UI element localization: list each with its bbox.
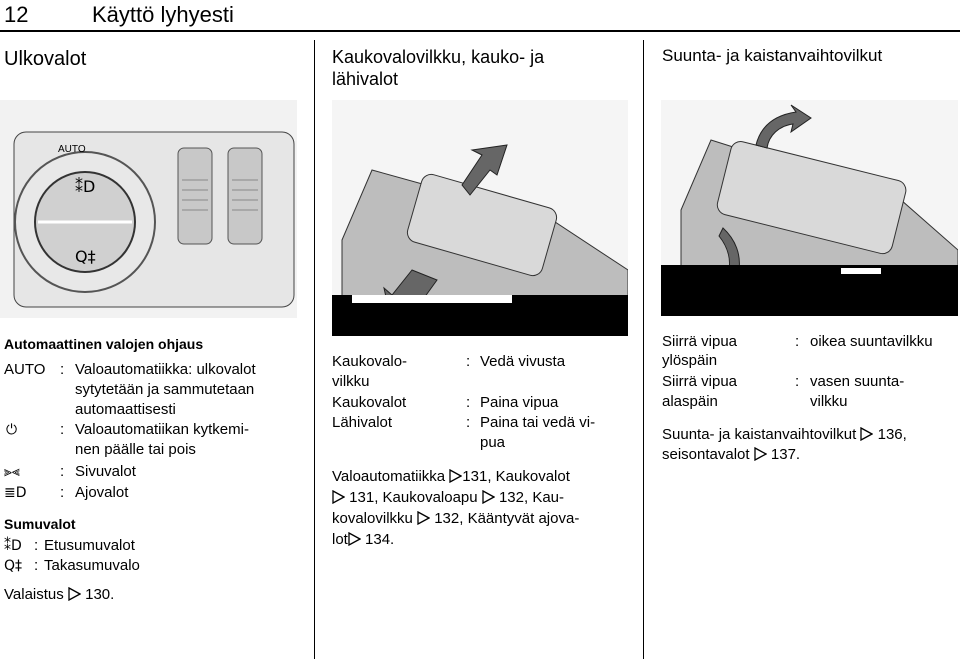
move-up-key-2: ylöspäin xyxy=(662,352,718,369)
highbeam-key: Kaukovalot xyxy=(332,394,407,411)
section-title-highbeam: Kaukovalovilkku, kauko- ja lähivalot xyxy=(332,47,545,89)
move-down-key: Siirrä vipua xyxy=(662,373,738,390)
chapter-title: Käyttö lyhyesti xyxy=(92,2,234,27)
ref-text: Valaistus xyxy=(4,586,64,603)
separator: : xyxy=(34,537,39,554)
page-ref-arrow-icon xyxy=(860,427,873,441)
section-title-turn-signals: Suunta- ja kaistanvaihtovilkut xyxy=(662,46,883,65)
page-ref-arrow-icon xyxy=(348,531,361,545)
svg-text:Q‡: Q‡ xyxy=(75,247,96,266)
side-lights-text: Sivuvalot xyxy=(75,463,136,480)
move-up-key: Siirrä vipua xyxy=(662,333,738,350)
separator: : xyxy=(60,421,65,438)
power-icon: ⏻ xyxy=(6,422,18,438)
front-fog-icon: ⁑D xyxy=(4,538,22,554)
flash-text: Vedä vivusta xyxy=(480,353,566,370)
move-down-key-2: alaspäin xyxy=(662,393,718,410)
front-fog-text: Etusumuvalot xyxy=(44,537,135,554)
turn-lever-illustration xyxy=(661,100,958,316)
fog-heading: Sumuvalot xyxy=(4,516,76,532)
rear-fog-icon: Q‡ xyxy=(4,558,23,574)
rear-fog-text: Takasumuvalo xyxy=(44,557,140,574)
turn-signal-lever-figure xyxy=(661,100,958,316)
lighting-ref xyxy=(4,585,114,605)
separator: : xyxy=(466,414,471,431)
auto-heading: Automaattinen valojen ohjaus xyxy=(4,336,204,352)
page-number: 12 xyxy=(4,2,29,27)
page-ref-arrow-icon xyxy=(417,510,430,524)
separator: : xyxy=(60,484,65,501)
separator: : xyxy=(795,333,800,350)
separator: : xyxy=(34,557,39,574)
separator: : xyxy=(466,353,471,370)
auto-key: AUTO xyxy=(4,361,46,378)
auto-label: AUTO xyxy=(58,144,86,155)
lowbeam-text: Paina tai vedä vi- xyxy=(480,414,596,431)
auto-text-3: automaattisesti xyxy=(75,401,176,418)
ref-page: 130. xyxy=(85,586,115,603)
auto-toggle-text-2: nen päälle tai pois xyxy=(75,441,196,458)
highbeam-text: Paina vipua xyxy=(480,394,559,411)
column-divider-2 xyxy=(643,40,644,659)
headlights-text: Ajovalot xyxy=(75,484,129,501)
flash-key-2: vilkku xyxy=(332,373,370,390)
highbeam-lever-figure xyxy=(332,100,628,336)
auto-text-2: sytytetään ja sammutetaan xyxy=(75,381,255,398)
column-divider-1 xyxy=(314,40,315,659)
left-signal-text: vasen suunta- xyxy=(810,373,905,390)
light-switch-figure xyxy=(0,100,297,318)
lowbeam-text-2: pua xyxy=(480,434,506,451)
page-ref-arrow-icon xyxy=(482,489,495,503)
page-ref-arrow-icon xyxy=(68,587,81,601)
side-light-icon: ⫸⫷ xyxy=(4,464,20,480)
svg-text:⁑D: ⁑D xyxy=(75,177,96,196)
page-ref-arrow-icon xyxy=(332,489,345,503)
col3-references: Suunta- ja kaistanvaihtovilkut 136, seisontavalot 137. xyxy=(662,426,907,463)
headlight-icon: ≣D xyxy=(4,485,27,501)
header-rule xyxy=(0,30,960,32)
separator: : xyxy=(60,463,65,480)
section-title-exterior-lights: Ulkovalot xyxy=(4,48,87,70)
page-ref-arrow-icon xyxy=(449,468,462,482)
separator: : xyxy=(60,361,65,378)
auto-toggle-text: Valoautomatiikan kytkemi- xyxy=(75,421,249,438)
lowbeam-key: Lähivalot xyxy=(332,414,393,431)
left-signal-text-2: vilkku xyxy=(810,393,848,410)
separator: : xyxy=(466,394,471,411)
right-signal-text: oikea suuntavilkku xyxy=(810,333,933,350)
col2-references: Valoautomatiikka 131, Kaukovalot 131, Kaukovaloapu 132, Kau- kovalovilkku 132, Kääntyvät ajova- lot 134. xyxy=(332,468,580,548)
flash-key: Kaukovalo- xyxy=(332,353,408,370)
separator: : xyxy=(795,373,800,390)
page-ref-arrow-icon xyxy=(754,447,767,461)
light-switch-illustration xyxy=(0,100,297,318)
auto-text: Valoautomatiikka: ulkovalot xyxy=(75,361,256,378)
lever-illustration xyxy=(332,100,628,336)
